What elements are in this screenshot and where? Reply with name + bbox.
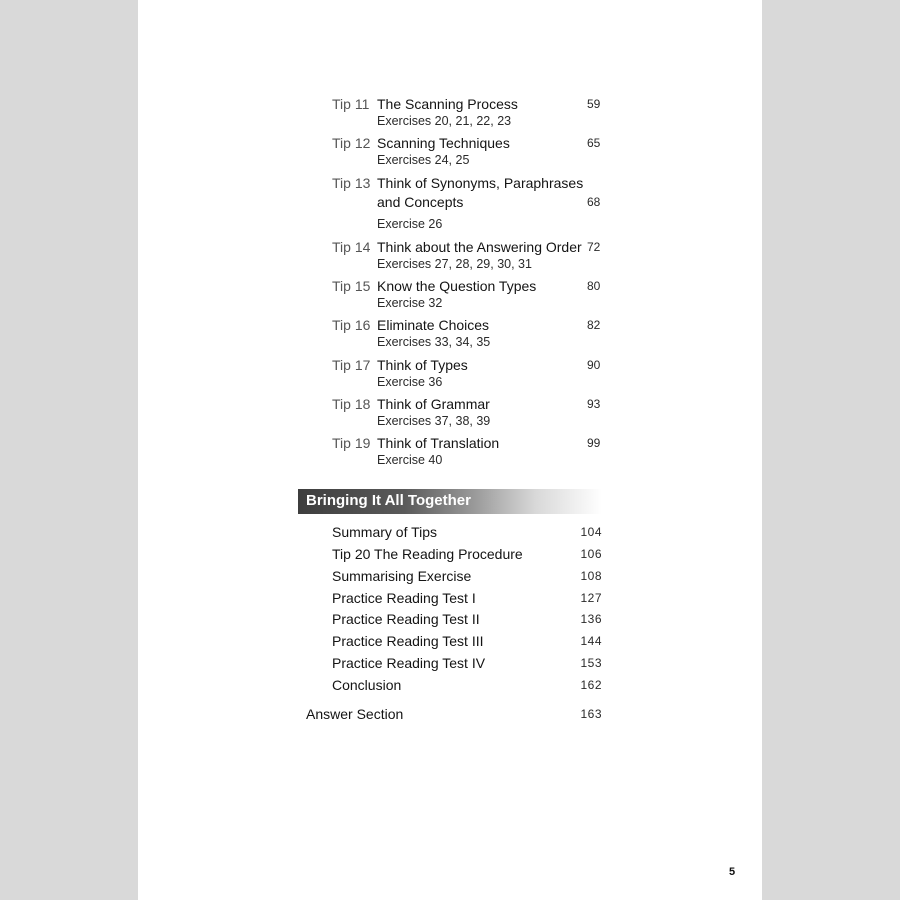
- page-ref: 108: [580, 569, 602, 583]
- tip-exercises: Exercises 24, 25: [377, 153, 470, 167]
- entry-title: Summary of Tips: [332, 524, 438, 540]
- entry-title: Answer Section: [306, 706, 404, 722]
- page-ref: 65: [587, 136, 601, 150]
- tip-title: Think of Synonyms, Paraphrases: [377, 175, 584, 191]
- tip-exercises: Exercises 37, 38, 39: [377, 414, 491, 428]
- entry-title: Conclusion: [332, 677, 402, 693]
- section-title: Bringing It All Together: [306, 492, 471, 509]
- tip-label: Tip 19: [332, 435, 371, 451]
- tip-exercises: Exercise 26: [377, 217, 443, 231]
- tip-title: Think of Types: [377, 357, 468, 373]
- tip-exercises: Exercises 27, 28, 29, 30, 31: [377, 257, 532, 271]
- entry-title: Practice Reading Test IV: [332, 655, 486, 671]
- page-ref: 72: [587, 240, 601, 254]
- tip-title: Think of Translation: [377, 435, 500, 451]
- toc-page: [138, 0, 762, 900]
- section-header-bar: [298, 489, 602, 514]
- page-ref: 104: [580, 525, 602, 539]
- entry-title: Tip 20 The Reading Procedure: [332, 546, 523, 562]
- page-ref: 162: [580, 678, 602, 692]
- tip-title: The Scanning Process: [377, 96, 518, 112]
- tip-title: Eliminate Choices: [377, 317, 490, 333]
- tip-title: Think about the Answering Order: [377, 239, 582, 255]
- page-ref: 68: [587, 195, 601, 209]
- entry-title: Summarising Exercise: [332, 568, 472, 584]
- tip-exercises: Exercises 20, 21, 22, 23: [377, 114, 512, 128]
- tip-label: Tip 11: [332, 96, 370, 112]
- page-ref: 144: [580, 634, 602, 648]
- page-ref: 59: [587, 97, 601, 111]
- tip-exercises: Exercise 36: [377, 375, 443, 389]
- tip-label: Tip 13: [332, 175, 371, 191]
- page-ref: 153: [580, 656, 602, 670]
- tip-label: Tip 17: [332, 357, 371, 373]
- tip-exercises: Exercise 32: [377, 296, 443, 310]
- page-ref: 80: [587, 279, 601, 293]
- tip-title: Know the Question Types: [377, 278, 537, 294]
- tip-title-line2: and Concepts: [377, 194, 464, 210]
- page-ref: 136: [580, 612, 602, 626]
- tip-label: Tip 16: [332, 317, 371, 333]
- entry-title: Practice Reading Test III: [332, 633, 484, 649]
- tip-label: Tip 12: [332, 135, 371, 151]
- tip-label: Tip 15: [332, 278, 371, 294]
- tip-title: Think of Grammar: [377, 396, 490, 412]
- tip-label: Tip 14: [332, 239, 371, 255]
- entry-title: Practice Reading Test I: [332, 590, 476, 606]
- page-ref: 127: [580, 591, 602, 605]
- page-ref: 82: [587, 318, 601, 332]
- page-ref: 99: [587, 436, 601, 450]
- tip-exercises: Exercise 40: [377, 453, 443, 467]
- page-ref: 106: [580, 547, 602, 561]
- page-number: 5: [729, 866, 736, 878]
- entry-title: Practice Reading Test II: [332, 611, 480, 627]
- page-ref: 93: [587, 397, 601, 411]
- page-ref: 90: [587, 358, 601, 372]
- tip-title: Scanning Techniques: [377, 135, 510, 151]
- page-ref: 163: [580, 707, 602, 721]
- tip-label: Tip 18: [332, 396, 371, 412]
- tip-exercises: Exercises 33, 34, 35: [377, 335, 491, 349]
